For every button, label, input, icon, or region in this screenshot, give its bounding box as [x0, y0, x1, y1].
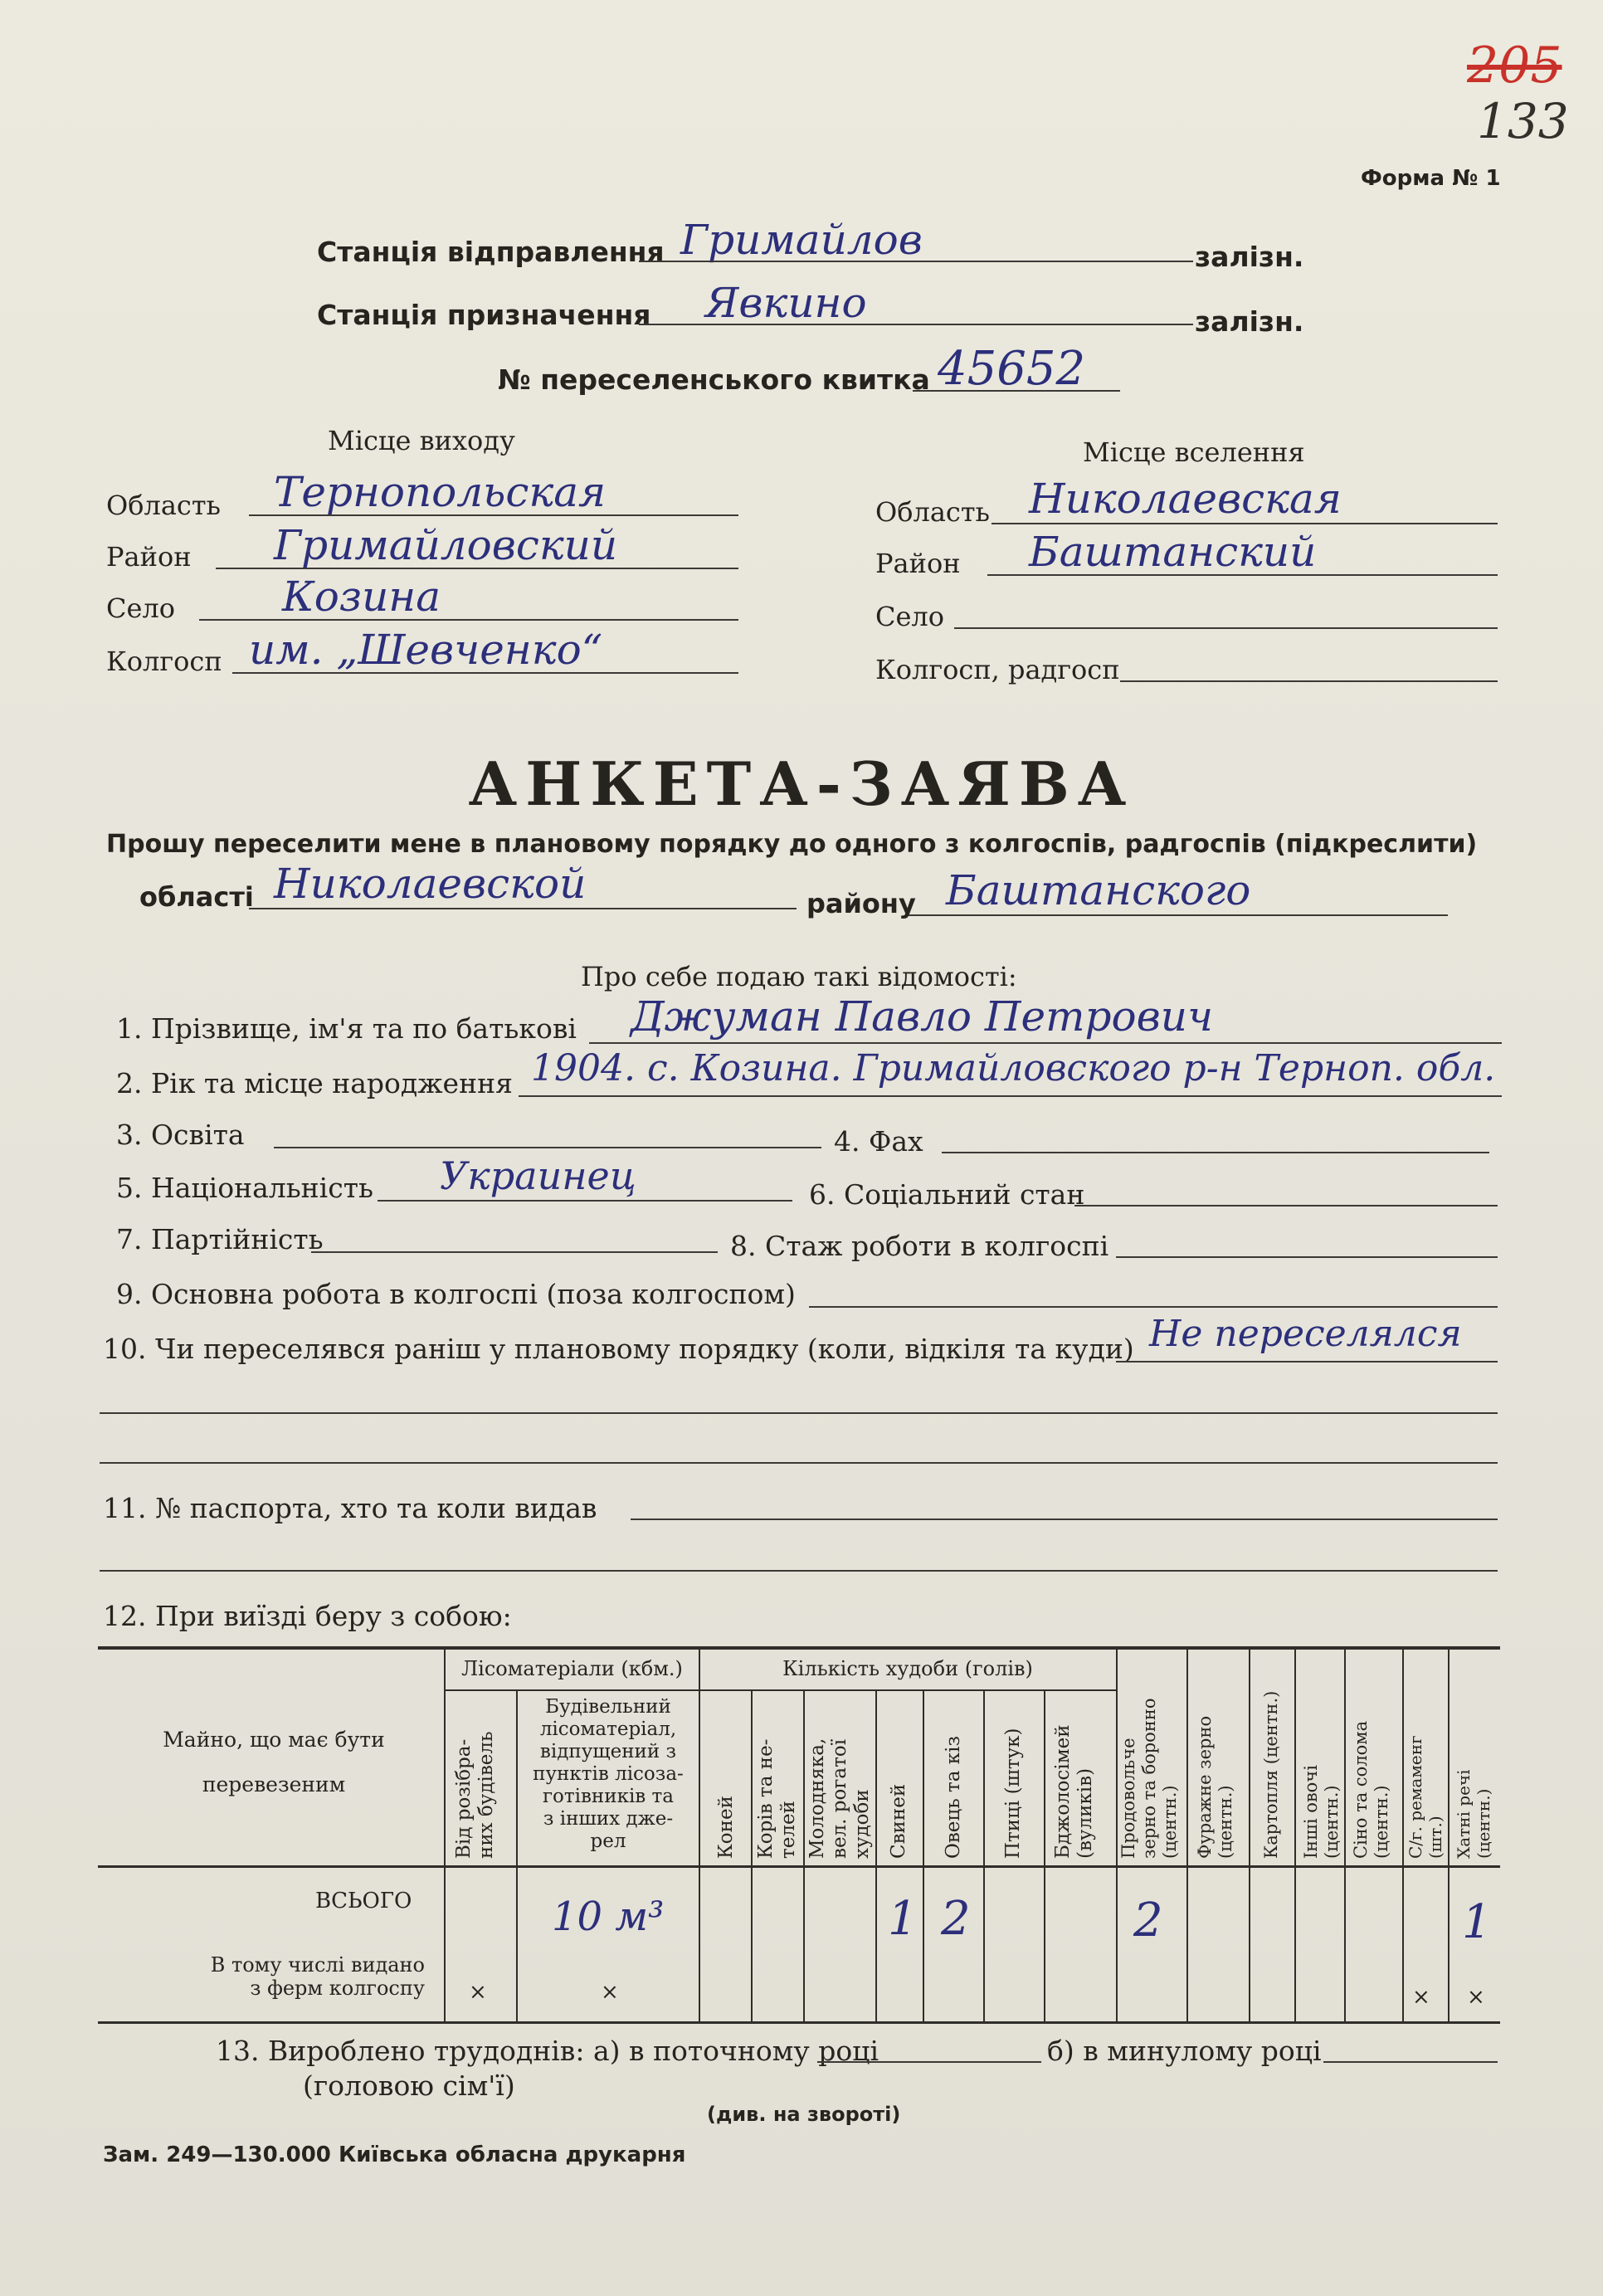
field-2-value: 1904. с. Козина. Гримайловского р-н Терноп. обл. — [531, 1047, 1496, 1090]
destination-oblast-value: Николаевская — [1029, 475, 1342, 523]
col-fodder: Фуражне зерно (центн.) — [1195, 1715, 1235, 1859]
total-building-value: 10 м³ — [552, 1894, 665, 1940]
request-oblasti-value: Николаевской — [274, 860, 587, 908]
col-household: Хатні речі (центн.) — [1454, 1769, 1493, 1859]
x-mark-equip: × — [1412, 1985, 1430, 2010]
departure-station-value: Гримайлов — [680, 216, 923, 264]
col-building: Будівельний лісоматеріал, відпущений з пунктів лісоза- готівників та з інших дже- рел — [533, 1696, 684, 1852]
destination-heading: Місце вселення — [1083, 436, 1305, 468]
origin-kolhosp-value: им. „Шевченко“ — [249, 626, 603, 674]
col-horses: Коней — [715, 1796, 737, 1859]
field-2-label: 2. Рік та місце народження — [116, 1067, 513, 1099]
departure-station-label: Станція відправлення — [317, 236, 665, 268]
request-raionu-label: району — [806, 888, 916, 919]
x-mark-dismantled: × — [469, 1980, 487, 2005]
origin-raion-label: Район — [106, 541, 192, 573]
col-poultry: Птиці (штук) — [1002, 1728, 1024, 1859]
origin-oblast-value: Тернопольская — [274, 468, 607, 516]
field-13b-label: б) в минулому році — [1047, 2035, 1322, 2067]
field-13-sub: (головою сім'ї) — [303, 2069, 515, 2102]
field-3-label: 3. Освіта — [116, 1119, 245, 1151]
origin-selo-value: Козина — [282, 573, 441, 621]
turn-over-note: (див. на звороті) — [707, 2103, 901, 2126]
intro-line: Про себе подаю такі відомості: — [581, 961, 1017, 992]
request-raionu-value: Баштанского — [946, 866, 1251, 914]
destination-station-label: Станція призначення — [317, 299, 651, 331]
col-bees: Бджолосімей (вуликів) — [1052, 1724, 1096, 1859]
field-13-label: 13. Вироблено трудоднів: а) в поточному році — [216, 2035, 879, 2067]
destination-station-value: Явкино — [705, 279, 867, 327]
origin-raion-value: Гримайловский — [274, 521, 618, 569]
archive-number: 133 — [1477, 93, 1569, 149]
destination-raion-value: Баштанский — [1029, 528, 1317, 576]
origin-selo-label: Село — [106, 592, 176, 624]
destination-kolhosp-label: Колгосп, радгосп — [875, 654, 1120, 685]
destination-raion-label: Район — [875, 548, 961, 579]
field-7-label: 7. Партійність — [116, 1223, 324, 1255]
origin-oblast-label: Область — [106, 490, 221, 521]
x-mark-building: × — [601, 1980, 619, 2005]
form-number: Форма № 1 — [1361, 166, 1501, 191]
x-mark-household: × — [1467, 1985, 1485, 2010]
field-5-label: 5. Національність — [116, 1172, 373, 1204]
origin-heading: Місце виходу — [328, 425, 515, 456]
field-1-value: Джуман Павло Петрович — [631, 992, 1214, 1041]
col-equip: С/г. ремаменг (шт.) — [1406, 1735, 1445, 1859]
col-hay: Сіно та солома (центн.) — [1351, 1720, 1391, 1859]
col-dismantled: Від розібра- них будівель — [453, 1731, 497, 1859]
total-grain-value: 2 — [1133, 1894, 1163, 1947]
printer-imprint: Зам. 249—130.000 Київська обласна друкарня — [103, 2142, 686, 2167]
page-title: АНКЕТА-ЗАЯВА — [468, 748, 1135, 819]
field-8-label: 8. Стаж роботи в колгоспі — [730, 1230, 1109, 1262]
col-veg: Інші овочі (центн.) — [1301, 1765, 1342, 1859]
ticket-value: 45652 — [938, 342, 1086, 396]
total-household-value: 1 — [1462, 1895, 1492, 1949]
destination-rail-suffix: залізн. — [1195, 305, 1304, 338]
departure-rail-suffix: залізн. — [1195, 241, 1304, 273]
field-9-label: 9. Основна робота в колгоспі (поза колгоспом) — [116, 1278, 796, 1310]
origin-kolhosp-label: Колгосп — [106, 646, 222, 677]
field-10-label: 10. Чи переселявся раніш у плановому порядку (коли, відкіля та куди) — [103, 1333, 1134, 1365]
total-pigs-value: 1 — [888, 1892, 918, 1946]
field-11-label: 11. № паспорта, хто та коли видав — [103, 1492, 597, 1524]
row-total-label: ВСЬОГО — [315, 1889, 412, 1913]
request-line: Прошу переселити мене в плановому порядку до одного з колгоспів, радгоспів (підкреслити) — [106, 830, 1478, 859]
field-4-label: 4. Фах — [834, 1125, 923, 1158]
destination-oblast-label: Область — [875, 496, 990, 528]
field-12-label: 12. При виїзді беру з собою: — [103, 1600, 512, 1632]
ticket-label: № переселенського квитка — [498, 363, 930, 396]
col-pigs: Свиней — [888, 1783, 909, 1859]
col-property: Майно, що має бути перевезеним — [163, 1728, 385, 1796]
col-grain: Продовольче зерно та боронно (центн.) — [1118, 1698, 1180, 1859]
field-1-label: 1. Прізвище, ім'я та по батькові — [116, 1012, 577, 1045]
row-issued-label: В тому числі видано з ферм колгоспу — [210, 1953, 425, 2000]
destination-selo-label: Село — [875, 601, 945, 632]
col-potato: Картопля (центн.) — [1261, 1690, 1281, 1859]
total-sheep-value: 2 — [941, 1892, 971, 1946]
archive-number-struck: 205 — [1467, 37, 1562, 95]
col-sheep: Овець та кіз — [943, 1735, 964, 1859]
col-cows: Корів та не- телей — [755, 1738, 799, 1859]
col-young: Молодняка, вел. рогатої худоби — [806, 1738, 873, 1859]
field-10-value: Не переселялся — [1149, 1313, 1462, 1355]
group-lumber: Лісоматеріали (кбм.) — [461, 1657, 683, 1680]
field-5-value: Украинец — [440, 1153, 636, 1198]
group-livestock: Кількість худоби (голів) — [782, 1657, 1033, 1680]
request-oblasti-label: області — [139, 881, 254, 913]
field-6-label: 6. Соціальний стан — [809, 1178, 1085, 1211]
